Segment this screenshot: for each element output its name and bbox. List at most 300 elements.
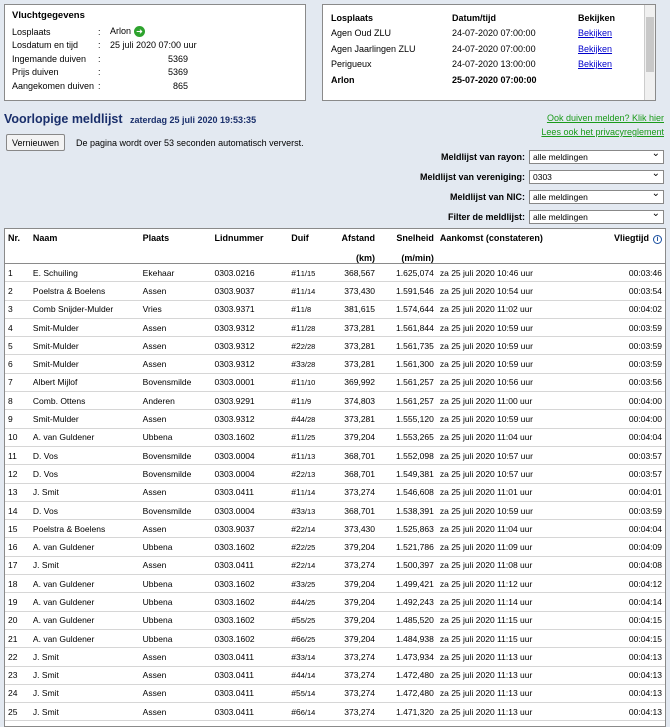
- list-timestamp: zaterdag 25 juli 2020 19:53:35: [130, 115, 257, 125]
- cell-afstand: 368,701: [335, 465, 378, 483]
- privacy-link[interactable]: Lees ook het privacyreglement: [541, 127, 664, 137]
- pigeon-fraction: 4/28: [300, 415, 316, 425]
- table-row[interactable]: [5, 264, 665, 282]
- col-naam: Naam: [30, 229, 140, 264]
- col-snelheid-unit: (m/min): [401, 253, 434, 263]
- table-row[interactable]: [5, 501, 665, 519]
- pigeon-rank: #2: [291, 340, 301, 351]
- cell-naam: A. van Guldener: [30, 629, 140, 647]
- cell-afstand: 373,281: [335, 318, 378, 336]
- flight-info-label: Prijs duiven: [12, 67, 59, 78]
- pigeon-fraction: 1/28: [300, 323, 316, 333]
- table-row[interactable]: [5, 282, 665, 300]
- cell-afstand: 373,430: [335, 520, 378, 538]
- cell-afstand: 379,204: [335, 575, 378, 593]
- release-datetime: 25-07-2020 07:00:00: [452, 74, 537, 85]
- cell-duif: [288, 483, 335, 501]
- pigeon-rank: #6: [291, 633, 301, 644]
- pigeon-rank: #5: [291, 615, 301, 626]
- cell-nr: 17: [5, 556, 30, 574]
- cell-afstand: 373,274: [335, 684, 378, 702]
- cell-vliegtijd: 00:03:56: [576, 373, 665, 391]
- cell-afstand: 373,274: [335, 648, 378, 666]
- release-header-datetime: Datum/tijd: [452, 12, 496, 23]
- pigeon-rank: #2: [291, 523, 301, 534]
- cell-snelheid: 1.473,934: [378, 648, 437, 666]
- pigeon-rank: #6: [291, 706, 301, 717]
- pigeon-fraction: 1/10: [300, 378, 316, 388]
- cell-duif: [288, 264, 335, 282]
- table-row[interactable]: [5, 355, 665, 373]
- pigeon-fraction: 1/14: [300, 286, 316, 296]
- flight-info-label: Ingemande duiven: [12, 53, 87, 64]
- cell-vliegtijd: 00:04:00: [576, 392, 665, 410]
- cell-nr: 15: [5, 520, 30, 538]
- cell-lidnummer: 0303.9291: [211, 392, 288, 410]
- cell-aankomst: za 25 juli 2020 10:57 uur: [437, 446, 577, 464]
- table-row[interactable]: [5, 483, 665, 501]
- cell-nr: 6: [5, 355, 30, 373]
- cell-nr: 10: [5, 428, 30, 446]
- table-row[interactable]: [5, 410, 665, 428]
- cell-naam: Poelstra & Boelens: [30, 520, 140, 538]
- pigeon-fraction: 2/14: [300, 561, 316, 571]
- cell-nr: 3: [5, 300, 30, 318]
- cell-nr: 8: [5, 392, 30, 410]
- pigeon-fraction: 3/25: [300, 579, 316, 589]
- col-afstand: [335, 229, 378, 264]
- pigeon-fraction: 2/13: [300, 469, 316, 479]
- cell-aankomst: za 25 juli 2020 11:13 uur: [437, 703, 577, 721]
- cell-aankomst: za 25 juli 2020 10:54 uur: [437, 282, 577, 300]
- pigeon-rank: #1: [291, 450, 301, 461]
- cell-lidnummer: 0303.1602: [211, 428, 288, 446]
- cell-lidnummer: 0303.0411: [211, 703, 288, 721]
- cell-afstand: 374,803: [335, 392, 378, 410]
- filter-nic-label: Meldlijst van NIC:: [449, 192, 525, 202]
- filter-rayon: [441, 150, 664, 164]
- cell-duif: [288, 684, 335, 702]
- col-nr: Nr.: [5, 229, 30, 264]
- cell-afstand: 369,992: [335, 373, 378, 391]
- cell-vliegtijd: 00:03:46: [576, 264, 665, 282]
- pigeon-rank: #1: [291, 377, 301, 388]
- cell-naam: J. Smit: [30, 483, 140, 501]
- cell-naam: A. van Guldener: [30, 575, 140, 593]
- pigeon-fraction: 3/13: [300, 506, 316, 516]
- cell-lidnummer: 0303.0411: [211, 684, 288, 702]
- pigeon-fraction: 1/8: [300, 305, 312, 315]
- cell-plaats: Assen: [140, 556, 212, 574]
- pigeon-rank: #1: [291, 322, 301, 333]
- filter-vereniging-label: Meldlijst van vereniging:: [419, 172, 525, 182]
- go-arrow-icon[interactable]: ➜: [134, 26, 145, 37]
- cell-naam: A. van Guldener: [30, 593, 140, 611]
- cell-naam: D. Vos: [30, 446, 140, 464]
- cell-snelheid: 1.574,644: [378, 300, 437, 318]
- cell-naam: A. van Guldener: [30, 428, 140, 446]
- cell-naam: D. Vos: [30, 501, 140, 519]
- cell-aankomst: za 25 juli 2020 11:08 uur: [437, 556, 577, 574]
- pigeon-fraction: 5/14: [300, 689, 316, 699]
- pigeon-rank: #1: [291, 487, 301, 498]
- filter-nic-select[interactable]: alle meldingen ⌄: [529, 190, 664, 204]
- cell-naam: J. Smit: [30, 556, 140, 574]
- scrollbar-thumb[interactable]: [646, 17, 654, 72]
- cell-vliegtijd: 00:03:59: [576, 501, 665, 519]
- cell-aankomst: za 25 juli 2020 11:04 uur: [437, 520, 577, 538]
- cell-naam: Poelstra & Boelens: [30, 282, 140, 300]
- cell-nr: 24: [5, 684, 30, 702]
- release-place: Agen Oud ZLU: [331, 28, 392, 39]
- cell-lidnummer: 0303.0004: [211, 501, 288, 519]
- cell-snelheid: 1.552,098: [378, 446, 437, 464]
- cell-nr: 7: [5, 373, 30, 391]
- cell-nr: 4: [5, 318, 30, 336]
- cell-plaats: Ubbena: [140, 593, 212, 611]
- report-pigeons-link[interactable]: Ook duiven melden? Klik hier: [546, 113, 664, 123]
- cell-lidnummer: 0303.9371: [211, 300, 288, 318]
- cell-plaats: Assen: [140, 337, 212, 355]
- cell-snelheid: 1.538,391: [378, 501, 437, 519]
- cell-vliegtijd: 00:04:13: [576, 684, 665, 702]
- table-row[interactable]: [5, 575, 665, 593]
- cell-aankomst: za 25 juli 2020 11:12 uur: [437, 575, 577, 593]
- cell-lidnummer: 0303.1602: [211, 538, 288, 556]
- results-panel: [4, 228, 666, 727]
- release-datetime: 24-07-2020 07:00:00: [452, 43, 536, 54]
- cell-afstand: 379,204: [335, 593, 378, 611]
- table-row[interactable]: [5, 684, 665, 702]
- cell-nr: 18: [5, 575, 30, 593]
- cell-duif: [288, 703, 335, 721]
- cell-nr: 25: [5, 703, 30, 721]
- cell-snelheid: 1.555,120: [378, 410, 437, 428]
- cell-plaats: Ubbena: [140, 428, 212, 446]
- cell-plaats: Bovensmilde: [140, 465, 212, 483]
- release-row: [331, 72, 655, 88]
- flight-info-value-text: 25 juli 2020 07:00 uur: [110, 40, 197, 51]
- cell-vliegtijd: 00:04:15: [576, 611, 665, 629]
- cell-aankomst: za 25 juli 2020 10:59 uur: [437, 355, 577, 373]
- cell-aankomst: za 25 juli 2020 10:59 uur: [437, 410, 577, 428]
- table-row[interactable]: [5, 556, 665, 574]
- cell-aankomst: za 25 juli 2020 11:09 uur: [437, 538, 577, 556]
- cell-afstand: 373,274: [335, 556, 378, 574]
- table-row[interactable]: [5, 703, 665, 721]
- cell-vliegtijd: 00:04:04: [576, 428, 665, 446]
- cell-nr: 23: [5, 666, 30, 684]
- cell-snelheid: 1.546,608: [378, 483, 437, 501]
- cell-afstand: 379,204: [335, 611, 378, 629]
- cell-vliegtijd: 00:03:59: [576, 337, 665, 355]
- cell-nr: 13: [5, 483, 30, 501]
- cell-naam: Smit-Mulder: [30, 318, 140, 336]
- cell-plaats: Ubbena: [140, 575, 212, 593]
- cell-duif: [288, 648, 335, 666]
- cell-duif: [288, 300, 335, 318]
- release-place: Perigueux: [331, 59, 372, 70]
- cell-plaats: Assen: [140, 282, 212, 300]
- cell-snelheid: 1.553,265: [378, 428, 437, 446]
- cell-plaats: Assen: [140, 666, 212, 684]
- table-row[interactable]: [5, 337, 665, 355]
- pigeon-fraction: 5/25: [300, 616, 316, 626]
- table-header-row: [5, 229, 665, 264]
- cell-plaats: Assen: [140, 410, 212, 428]
- cell-snelheid: 1.485,520: [378, 611, 437, 629]
- flight-info-label: Aangekomen duiven: [12, 80, 95, 91]
- cell-nr: 11: [5, 446, 30, 464]
- filter-rayon-select[interactable]: alle meldingen ⌄: [529, 150, 664, 164]
- pigeon-fraction: 2/25: [300, 543, 316, 553]
- cell-vliegtijd: 00:03:59: [576, 318, 665, 336]
- col-lidnummer: Lidnummer: [211, 229, 288, 264]
- cell-afstand: 373,274: [335, 666, 378, 684]
- pigeon-rank: #5: [291, 688, 301, 699]
- cell-nr: 9: [5, 410, 30, 428]
- cell-aankomst: za 25 juli 2020 11:13 uur: [437, 666, 577, 684]
- cell-vliegtijd: 00:03:57: [576, 465, 665, 483]
- info-icon[interactable]: i: [653, 235, 662, 244]
- table-row[interactable]: [5, 629, 665, 647]
- cell-vliegtijd: 00:04:04: [576, 520, 665, 538]
- pigeon-fraction: 2/14: [300, 524, 316, 534]
- col-plaats: Plaats: [140, 229, 212, 264]
- cell-naam: Smit-Mulder: [30, 355, 140, 373]
- table-row[interactable]: [5, 666, 665, 684]
- cell-duif: [288, 355, 335, 373]
- table-row[interactable]: [5, 318, 665, 336]
- cell-aankomst: za 25 juli 2020 11:04 uur: [437, 428, 577, 446]
- flight-info-value: [110, 40, 298, 50]
- cell-nr: 14: [5, 501, 30, 519]
- pigeon-fraction: 2/28: [300, 341, 316, 351]
- table-row[interactable]: [5, 593, 665, 611]
- cell-vliegtijd: 00:03:59: [576, 355, 665, 373]
- cell-nr: 22: [5, 648, 30, 666]
- flight-info-row: [12, 39, 298, 53]
- col-snelheid-label: Snelheid: [396, 233, 434, 243]
- cell-afstand: 373,281: [335, 337, 378, 355]
- cell-duif: [288, 575, 335, 593]
- pigeon-rank: #2: [291, 542, 301, 553]
- cell-nr: 2: [5, 282, 30, 300]
- cell-aankomst: za 25 juli 2020 10:46 uur: [437, 264, 577, 282]
- cell-aankomst: za 25 juli 2020 11:15 uur: [437, 629, 577, 647]
- results-table: [5, 229, 665, 721]
- flight-info-value: [110, 26, 298, 37]
- table-row[interactable]: [5, 300, 665, 318]
- refresh-countdown-text: De pagina wordt over 53 seconden automatisch ververst.: [76, 138, 304, 148]
- pigeon-rank: #4: [291, 670, 301, 681]
- pigeon-rank: #2: [291, 468, 301, 479]
- view-release-link[interactable]: Bekijken: [578, 28, 613, 39]
- cell-snelheid: 1.484,938: [378, 629, 437, 647]
- cell-snelheid: 1.471,320: [378, 703, 437, 721]
- cell-naam: J. Smit: [30, 684, 140, 702]
- table-row[interactable]: [5, 392, 665, 410]
- cell-duif: [288, 410, 335, 428]
- cell-duif: [288, 392, 335, 410]
- flight-info-label: Losplaats: [12, 26, 51, 37]
- col-aankomst: Aankomst (constateren): [437, 229, 577, 264]
- cell-lidnummer: 0303.9312: [211, 410, 288, 428]
- cell-lidnummer: 0303.9312: [211, 355, 288, 373]
- pigeon-rank: #1: [291, 432, 301, 443]
- pigeon-fraction: 3/14: [300, 652, 316, 662]
- cell-duif: [288, 501, 335, 519]
- cell-snelheid: 1.561,257: [378, 392, 437, 410]
- filter-vereniging-select[interactable]: 0303 ⌄: [529, 170, 664, 184]
- cell-naam: D. Vos: [30, 465, 140, 483]
- pigeon-fraction: 3/28: [300, 360, 316, 370]
- cell-nr: 12: [5, 465, 30, 483]
- cell-duif: [288, 373, 335, 391]
- cell-snelheid: 1.561,844: [378, 318, 437, 336]
- cell-plaats: Assen: [140, 483, 212, 501]
- cell-aankomst: za 25 juli 2020 11:13 uur: [437, 684, 577, 702]
- cell-snelheid: 1.472,480: [378, 666, 437, 684]
- cell-snelheid: 1.499,421: [378, 575, 437, 593]
- release-list-scrollbar[interactable]: [644, 5, 655, 100]
- cell-aankomst: za 25 juli 2020 10:59 uur: [437, 501, 577, 519]
- cell-afstand: 379,204: [335, 629, 378, 647]
- cell-lidnummer: 0303.0411: [211, 648, 288, 666]
- cell-afstand: 379,204: [335, 538, 378, 556]
- release-datetime: 24-07-2020 13:00:00: [452, 59, 536, 70]
- cell-afstand: 368,701: [335, 501, 378, 519]
- cell-plaats: Bovensmilde: [140, 373, 212, 391]
- cell-naam: A. van Guldener: [30, 538, 140, 556]
- cell-duif: [288, 629, 335, 647]
- cell-afstand: 379,204: [335, 428, 378, 446]
- pigeon-rank: #1: [291, 395, 301, 406]
- cell-aankomst: za 25 juli 2020 11:00 uur: [437, 392, 577, 410]
- pigeon-fraction: 4/25: [300, 597, 316, 607]
- view-release-link[interactable]: Bekijken: [578, 43, 613, 54]
- flight-info-label: Losdatum en tijd: [12, 40, 79, 51]
- flight-info-colon: :: [98, 26, 101, 37]
- cell-duif: [288, 465, 335, 483]
- pigeon-rank: #1: [291, 304, 301, 315]
- cell-naam: J. Smit: [30, 666, 140, 684]
- cell-afstand: 373,274: [335, 703, 378, 721]
- table-row[interactable]: [5, 446, 665, 464]
- cell-lidnummer: 0303.9037: [211, 520, 288, 538]
- refresh-button[interactable]: Vernieuwen: [6, 134, 65, 151]
- cell-plaats: Ubbena: [140, 611, 212, 629]
- cell-duif: [288, 446, 335, 464]
- filter-vereniging: [420, 170, 664, 184]
- view-release-link[interactable]: Bekijken: [578, 59, 613, 70]
- flight-info-colon: :: [98, 53, 101, 64]
- cell-snelheid: 1.525,863: [378, 520, 437, 538]
- col-duif: Duif: [288, 229, 335, 264]
- table-row[interactable]: [5, 538, 665, 556]
- cell-plaats: Anderen: [140, 392, 212, 410]
- cell-nr: 19: [5, 593, 30, 611]
- cell-aankomst: za 25 juli 2020 11:13 uur: [437, 648, 577, 666]
- cell-snelheid: 1.549,381: [378, 465, 437, 483]
- filter-meldlijst-select[interactable]: alle meldingen ⌄: [529, 210, 664, 224]
- table-row[interactable]: [5, 648, 665, 666]
- cell-plaats: Assen: [140, 684, 212, 702]
- cell-snelheid: 1.521,786: [378, 538, 437, 556]
- release-header-place: Losplaats: [331, 12, 374, 23]
- cell-lidnummer: 0303.0411: [211, 666, 288, 684]
- flight-info-title: Vluchtgegevens: [12, 10, 85, 21]
- cell-lidnummer: 0303.9037: [211, 282, 288, 300]
- cell-duif: [288, 520, 335, 538]
- cell-nr: 20: [5, 611, 30, 629]
- filter-meldlijst-label: Filter de meldlijst:: [447, 212, 525, 222]
- pigeon-rank: #1: [291, 285, 301, 296]
- cell-aankomst: za 25 juli 2020 11:14 uur: [437, 593, 577, 611]
- pigeon-rank: #4: [291, 414, 301, 425]
- pigeon-fraction: 6/25: [300, 634, 316, 644]
- cell-afstand: 368,701: [335, 446, 378, 464]
- cell-vliegtijd: 00:04:14: [576, 593, 665, 611]
- cell-lidnummer: 0303.1602: [211, 611, 288, 629]
- table-row[interactable]: [5, 373, 665, 391]
- pigeon-rank: #1: [291, 267, 301, 278]
- flight-info-number: 5369: [167, 67, 188, 78]
- table-row[interactable]: [5, 465, 665, 483]
- cell-naam: Comb Snijder-Mulder: [30, 300, 140, 318]
- cell-naam: Albert Mijlof: [30, 373, 140, 391]
- cell-snelheid: 1.591,546: [378, 282, 437, 300]
- cell-afstand: 373,430: [335, 282, 378, 300]
- pigeon-rank: #3: [291, 505, 301, 516]
- pigeon-rank: #3: [291, 359, 301, 370]
- cell-snelheid: 1.561,257: [378, 373, 437, 391]
- cell-lidnummer: 0303.0216: [211, 264, 288, 282]
- cell-plaats: Ubbena: [140, 538, 212, 556]
- cell-duif: [288, 556, 335, 574]
- cell-nr: 5: [5, 337, 30, 355]
- release-place: Agen Jaarlingen ZLU: [331, 43, 416, 54]
- cell-plaats: Ekehaar: [140, 264, 212, 282]
- cell-duif: [288, 593, 335, 611]
- cell-duif: [288, 538, 335, 556]
- cell-duif: [288, 611, 335, 629]
- table-row[interactable]: [5, 520, 665, 538]
- cell-afstand: 373,281: [335, 410, 378, 428]
- page-title: Voorlopige meldlijst: [4, 112, 123, 126]
- table-row[interactable]: [5, 428, 665, 446]
- cell-plaats: Vries: [140, 300, 212, 318]
- cell-lidnummer: 0303.9312: [211, 318, 288, 336]
- cell-duif: [288, 666, 335, 684]
- pigeon-fraction: 6/14: [300, 707, 316, 717]
- release-place: Arlon: [331, 74, 355, 85]
- flight-info-row: [12, 52, 298, 66]
- cell-lidnummer: 0303.0004: [211, 446, 288, 464]
- cell-aankomst: za 25 juli 2020 10:56 uur: [437, 373, 577, 391]
- cell-duif: [288, 428, 335, 446]
- pigeon-rank: #2: [291, 560, 301, 571]
- pigeon-fraction: 1/15: [300, 268, 316, 278]
- cell-vliegtijd: 00:04:01: [576, 483, 665, 501]
- table-row[interactable]: [5, 611, 665, 629]
- cell-aankomst: za 25 juli 2020 11:15 uur: [437, 611, 577, 629]
- flight-info-colon: :: [98, 67, 101, 78]
- col-afstand-unit: (km): [356, 253, 376, 263]
- cell-duif: [288, 318, 335, 336]
- cell-naam: E. Schuiling: [30, 264, 140, 282]
- release-datetime: 24-07-2020 07:00:00: [452, 28, 536, 39]
